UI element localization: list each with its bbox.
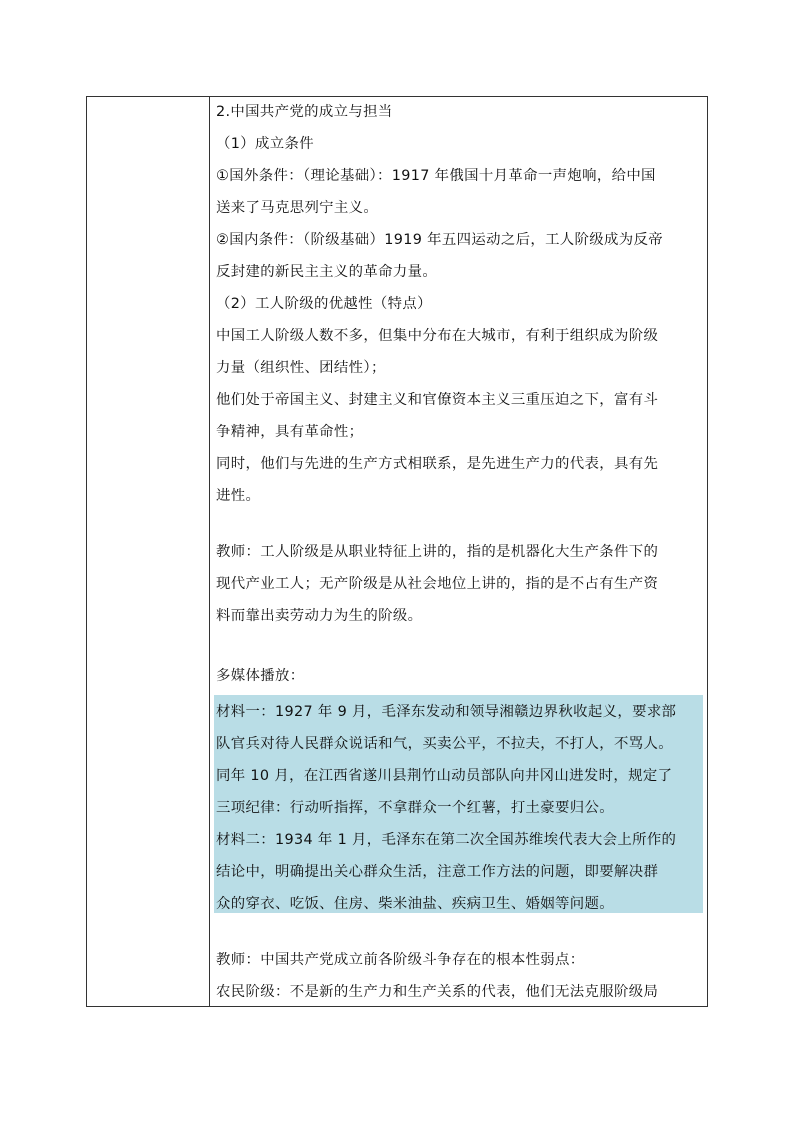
text-line: ②国内条件：（阶级基础）1919 年五四运动之后，工人阶级成为反帝 (216, 232, 663, 248)
text-line: 进性。 (216, 488, 261, 504)
material-line: 材料一：1927 年 9 月，毛泽东发动和领导湘赣边界秋收起义，要求部 (216, 704, 677, 720)
material-line: 队官兵对待人民群众说话和气，买卖公平，不拉夫，不打人，不骂人。 (216, 736, 673, 752)
lesson-table (86, 96, 708, 1007)
subheading-advantages: （2）工人阶级的优越性（特点） (216, 296, 432, 312)
material-line: 材料二：1934 年 1 月，毛泽东在第二次全国苏维埃代表大会上所作的 (216, 832, 677, 848)
text-line: ①国外条件：（理论基础）：1917 年俄国十月革命一声炮响，给中国 (216, 168, 656, 184)
teacher-note-line: 教师：工人阶级是从职业特征上讲的，指的是机器化大生产条件下的 (216, 544, 659, 560)
material-line: 三项纪律：行动听指挥，不拿群众一个红薯，打土豪要归公。 (216, 800, 614, 816)
text-line: 反封建的新民主主义的革命力量。 (216, 264, 438, 280)
section-heading: 2.中国共产党的成立与担当 (216, 104, 393, 120)
material-line: 同年 10 月，在江西省遂川县荆竹山动员部队向井冈山进发时，规定了 (216, 768, 673, 784)
text-line: 力量（组织性、团结性）； (216, 360, 386, 376)
content-cell (210, 97, 707, 1006)
text-line: 送来了马克思列宁主义。 (216, 200, 379, 216)
text-line: 中国工人阶级人数不多，但集中分布在大城市，有利于组织成为阶级 (216, 328, 659, 344)
multimedia-label: 多媒体播放： (216, 668, 305, 684)
teacher-note-line: 现代产业工人；无产阶级是从社会地位上讲的，指的是不占有生产资 (216, 576, 659, 592)
text-line: 争精神，具有革命性； (216, 424, 364, 440)
material-line: 结论中，明确提出关心群众生活，注意工作方法的问题，即要解决群 (216, 864, 659, 880)
text-line: 他们处于帝国主义、封建主义和官僚资本主义三重压迫之下，富有斗 (216, 392, 659, 408)
left-column-cell (87, 97, 210, 1006)
material-line: 众的穿衣、吃饭、住房、柴米油盐、疾病卫生、婚姻等问题。 (216, 896, 614, 912)
text-line: 同时，他们与先进的生产方式相联系，是先进生产力的代表，具有先 (216, 456, 659, 472)
teacher-note-line: 教师：中国共产党成立前各阶级斗争存在的根本性弱点： (216, 952, 585, 968)
teacher-note-line: 料而靠出卖劳动力为生的阶级。 (216, 608, 423, 624)
text-line: 农民阶级：不是新的生产力和生产关系的代表，他们无法克服阶级局 (216, 984, 659, 1000)
subheading-conditions: （1）成立条件 (216, 136, 314, 152)
